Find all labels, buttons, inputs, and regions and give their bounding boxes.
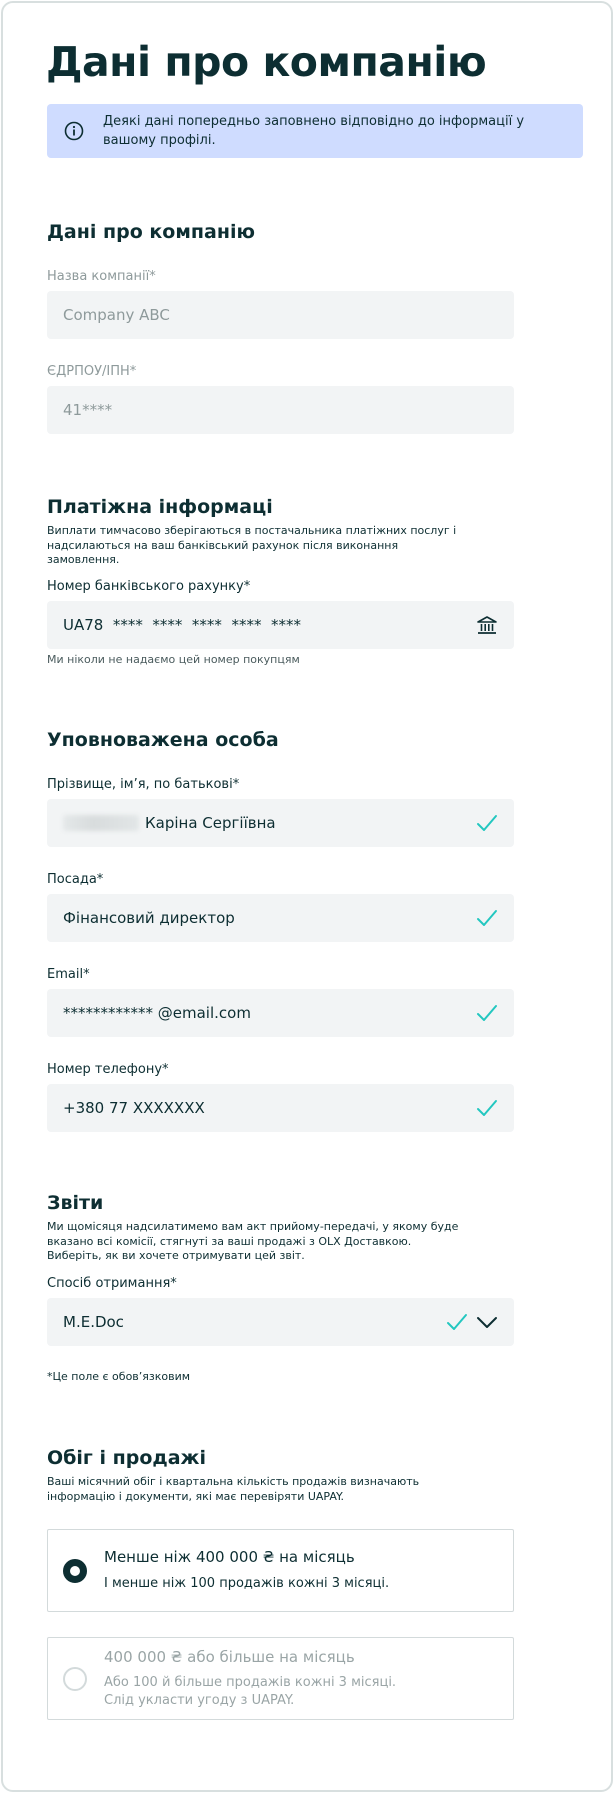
redacted-surname [63, 815, 139, 831]
payment-description: Виплати тимчасово зберігаються в постачальника платіжних послуг і надсилаються на ваш банківський рахунок після виконання замовлення. [47, 524, 457, 566]
method-label: Спосіб отримання* [47, 1276, 177, 1291]
turnover-section-title: Обіг і продажі [47, 1447, 206, 1469]
bank-account-value: UA78 **** **** **** **** **** [63, 616, 302, 634]
required-note: *Це поле є обов’язковим [47, 1370, 191, 1383]
option-subtitle: І менше ніж 100 продажів кожні 3 місяці. [104, 1576, 390, 1591]
email-input[interactable] [47, 989, 514, 1037]
authorized-section-title: Уповноважена особа [47, 729, 279, 751]
check-icon [476, 1003, 498, 1023]
turnover-option-over-400k[interactable] [47, 1637, 514, 1720]
turnover-option-under-400k[interactable] [47, 1529, 514, 1612]
position-value: Фінансовий директор [63, 909, 235, 927]
position-input[interactable] [47, 894, 514, 942]
check-icon [476, 813, 498, 833]
radio-unselected[interactable] [63, 1667, 87, 1691]
fullname-input[interactable] [47, 799, 514, 847]
option-title: 400 000 ₴ або більше на місяць [104, 1648, 355, 1666]
option-note: Слід укласти угоду з UAPAY. [104, 1693, 295, 1708]
company-section-title: Дані про компанію [47, 221, 255, 243]
check-icon [476, 1098, 498, 1118]
position-label: Посада* [47, 872, 104, 887]
email-label: Email* [47, 967, 90, 982]
method-select[interactable] [47, 1298, 514, 1346]
info-banner-text: Деякі дані попередньо заповнено відповідно до інформації у вашому профілі. [103, 114, 525, 148]
payment-section-title: Платіжна інформаці [47, 496, 273, 518]
company-name-label: Назва компанії* [47, 269, 156, 284]
check-icon [476, 908, 498, 928]
phone-input[interactable] [47, 1084, 514, 1132]
reports-description: Ми щомісяця надсилатимемо вам акт прийому-передачі, у якому буде вказано всі комісії, стягнуті за ваші продажі з OLX Доставкою. Виберіть, як ви хочете отримувати цей звіт. [47, 1220, 459, 1262]
email-value: ************ @email.com [63, 1004, 251, 1022]
company-name-field [47, 291, 514, 339]
edrpou-value: 41**** [63, 401, 113, 419]
bank-account-label: Номер банківського рахунку* [47, 579, 251, 594]
turnover-description: Ваші місячний обіг і квартальна кількість продажів визначають інформацію і документи, які має перевіряти UAPAY. [47, 1475, 420, 1503]
fullname-label: Прізвище, ім’я, по батькові* [47, 777, 240, 792]
bank-icon [476, 614, 498, 634]
radio-selected[interactable] [63, 1559, 87, 1583]
reports-section-title: Звіти [47, 1192, 104, 1214]
page-title: Дані про компанію [46, 38, 487, 86]
company-name-value: Company ABC [63, 306, 170, 324]
edrpou-label: ЄДРПОУ/ІПН* [47, 364, 137, 379]
chevron-down-icon[interactable] [476, 1312, 498, 1332]
check-icon [446, 1312, 468, 1332]
bank-account-input[interactable] [47, 601, 514, 649]
method-value: M.E.Doc [63, 1313, 124, 1331]
option-title: Менше ніж 400 000 ₴ на місяць [104, 1548, 355, 1566]
edrpou-field [47, 386, 514, 434]
option-subtitle: Або 100 й більше продажів кожні 3 місяці. [104, 1675, 397, 1690]
phone-label: Номер телефону* [47, 1062, 169, 1077]
info-banner [47, 104, 583, 158]
phone-value: +380 77 XXXXXXX [63, 1099, 205, 1117]
bank-account-hint: Ми ніколи не надаємо цей номер покупцям [47, 653, 300, 666]
info-icon [64, 121, 84, 141]
fullname-value: Каріна Сергіївна [145, 814, 276, 832]
